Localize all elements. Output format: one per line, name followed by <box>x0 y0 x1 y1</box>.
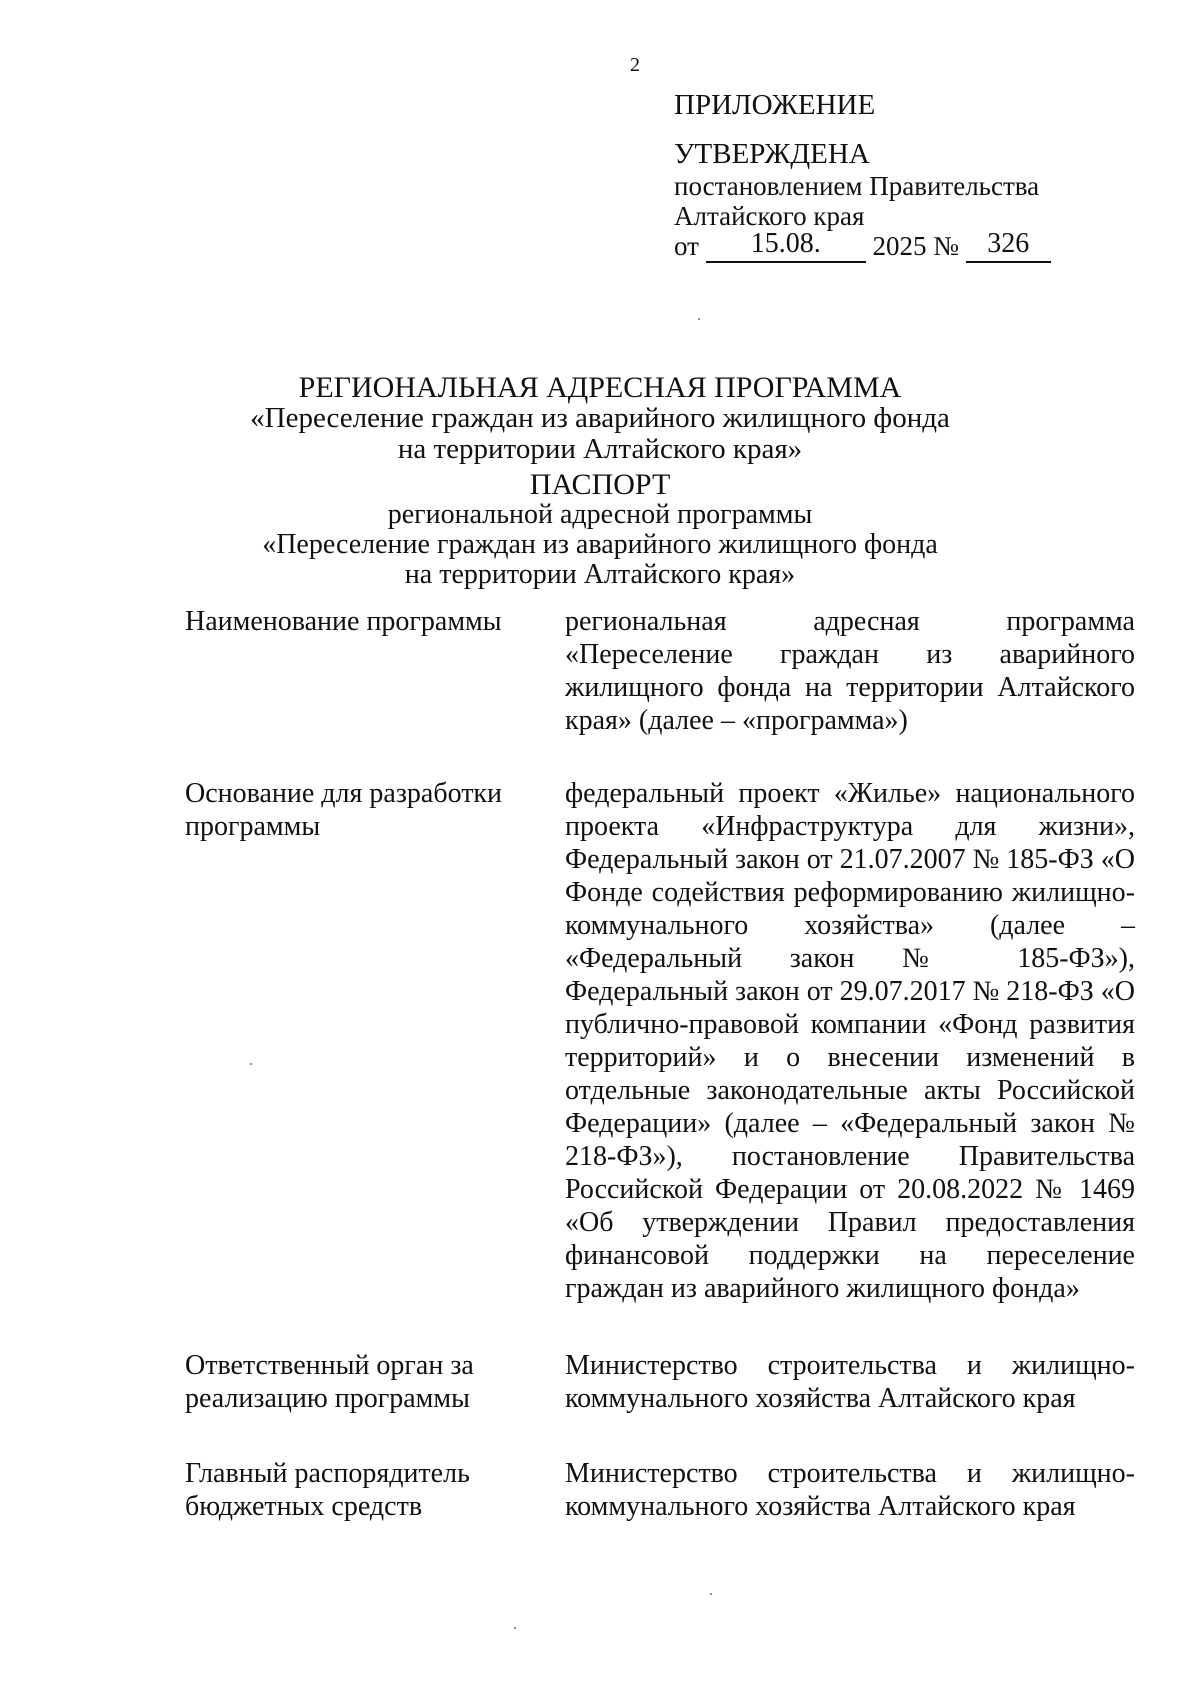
approval-stamp-block <box>674 90 1094 263</box>
passport-row <box>185 1349 1135 1415</box>
approval-date-line <box>674 228 1094 263</box>
row-label: Наименование программы <box>185 606 502 637</box>
year-number-label: 2025 № <box>872 231 959 261</box>
row-value: Министерство строительства и жилищно-коммунального хозяйства Алтайского края <box>565 1458 1135 1522</box>
row-label: Ответственный орган за реализацию программы <box>185 1350 474 1414</box>
passport-line-2: региональной адресной программы <box>387 499 813 530</box>
appendix-title: ПРИЛОЖЕНИЕ <box>674 89 876 121</box>
passport-row <box>185 605 1135 737</box>
approved-label: УТВЕРЖДЕНА <box>674 138 870 170</box>
passport-line-4: на территории Алтайского края» <box>404 559 796 590</box>
page-number: 2 <box>630 54 640 76</box>
row-label: Основание для разработки программы <box>185 778 503 842</box>
number-fill-field <box>966 228 1051 263</box>
passport-table <box>185 605 1135 1563</box>
scan-speck <box>710 1593 712 1595</box>
passport-line-3: «Переселение граждан из аварийного жилищного фонда <box>262 529 938 560</box>
passport-row <box>185 1457 1135 1523</box>
passport-title: ПАСПОРТ <box>529 468 671 501</box>
program-title <box>0 372 1200 465</box>
scan-speck <box>514 1627 516 1629</box>
row-label: Главный распорядитель бюджетных средств <box>185 1458 470 1522</box>
passport-row <box>185 777 1135 1305</box>
scan-speck <box>250 1063 252 1065</box>
row-value: федеральный проект «Жилье» национального проекта «Инфраструктура для жизни», Федеральный закон от 21.07.2007 № 185-ФЗ «О Фонде содействия реформированию жилищно-коммунального хозяйства» (далее – «Федеральный закон № 185-ФЗ»), Федеральный закон от 29.07.2017 № 218-ФЗ «О публично-правовой компании «Фонд развития территорий» и о внесении изменений в отдельные законодательные акты Российской Федерации» (далее – «Федеральный закон № 218-ФЗ»), постановление Правительства Российской Федерации от 20.08.2022 № 1469 «Об утверждении Правил предоставления финансовой поддержки на переселение граждан из аварийного жилищного фонда» <box>565 778 1135 1304</box>
handwritten-date: 15.08. <box>750 228 821 259</box>
from-label: от <box>674 231 699 261</box>
approved-by-line-1: постановлением Правительства <box>674 171 1040 201</box>
program-title-line-2: «Переселение граждан из аварийного жилищного фонда <box>250 402 950 434</box>
date-fill-field <box>706 228 866 263</box>
approved-by-line-2: Алтайского края <box>674 201 865 231</box>
program-title-line-1: РЕГИОНАЛЬНАЯ АДРЕСНАЯ ПРОГРАММА <box>298 371 902 404</box>
row-value: Министерство строительства и жилищно-коммунального хозяйства Алтайского края <box>565 1350 1135 1414</box>
program-title-line-3: на территории Алтайского края» <box>397 433 803 465</box>
scan-speck <box>698 318 700 320</box>
row-value: региональная адресная программа «Переселение граждан из аварийного жилищного фонда на территории Алтайского края» (далее – «программа») <box>565 606 1135 736</box>
passport-heading <box>0 470 1200 590</box>
handwritten-number: 326 <box>987 228 1030 259</box>
